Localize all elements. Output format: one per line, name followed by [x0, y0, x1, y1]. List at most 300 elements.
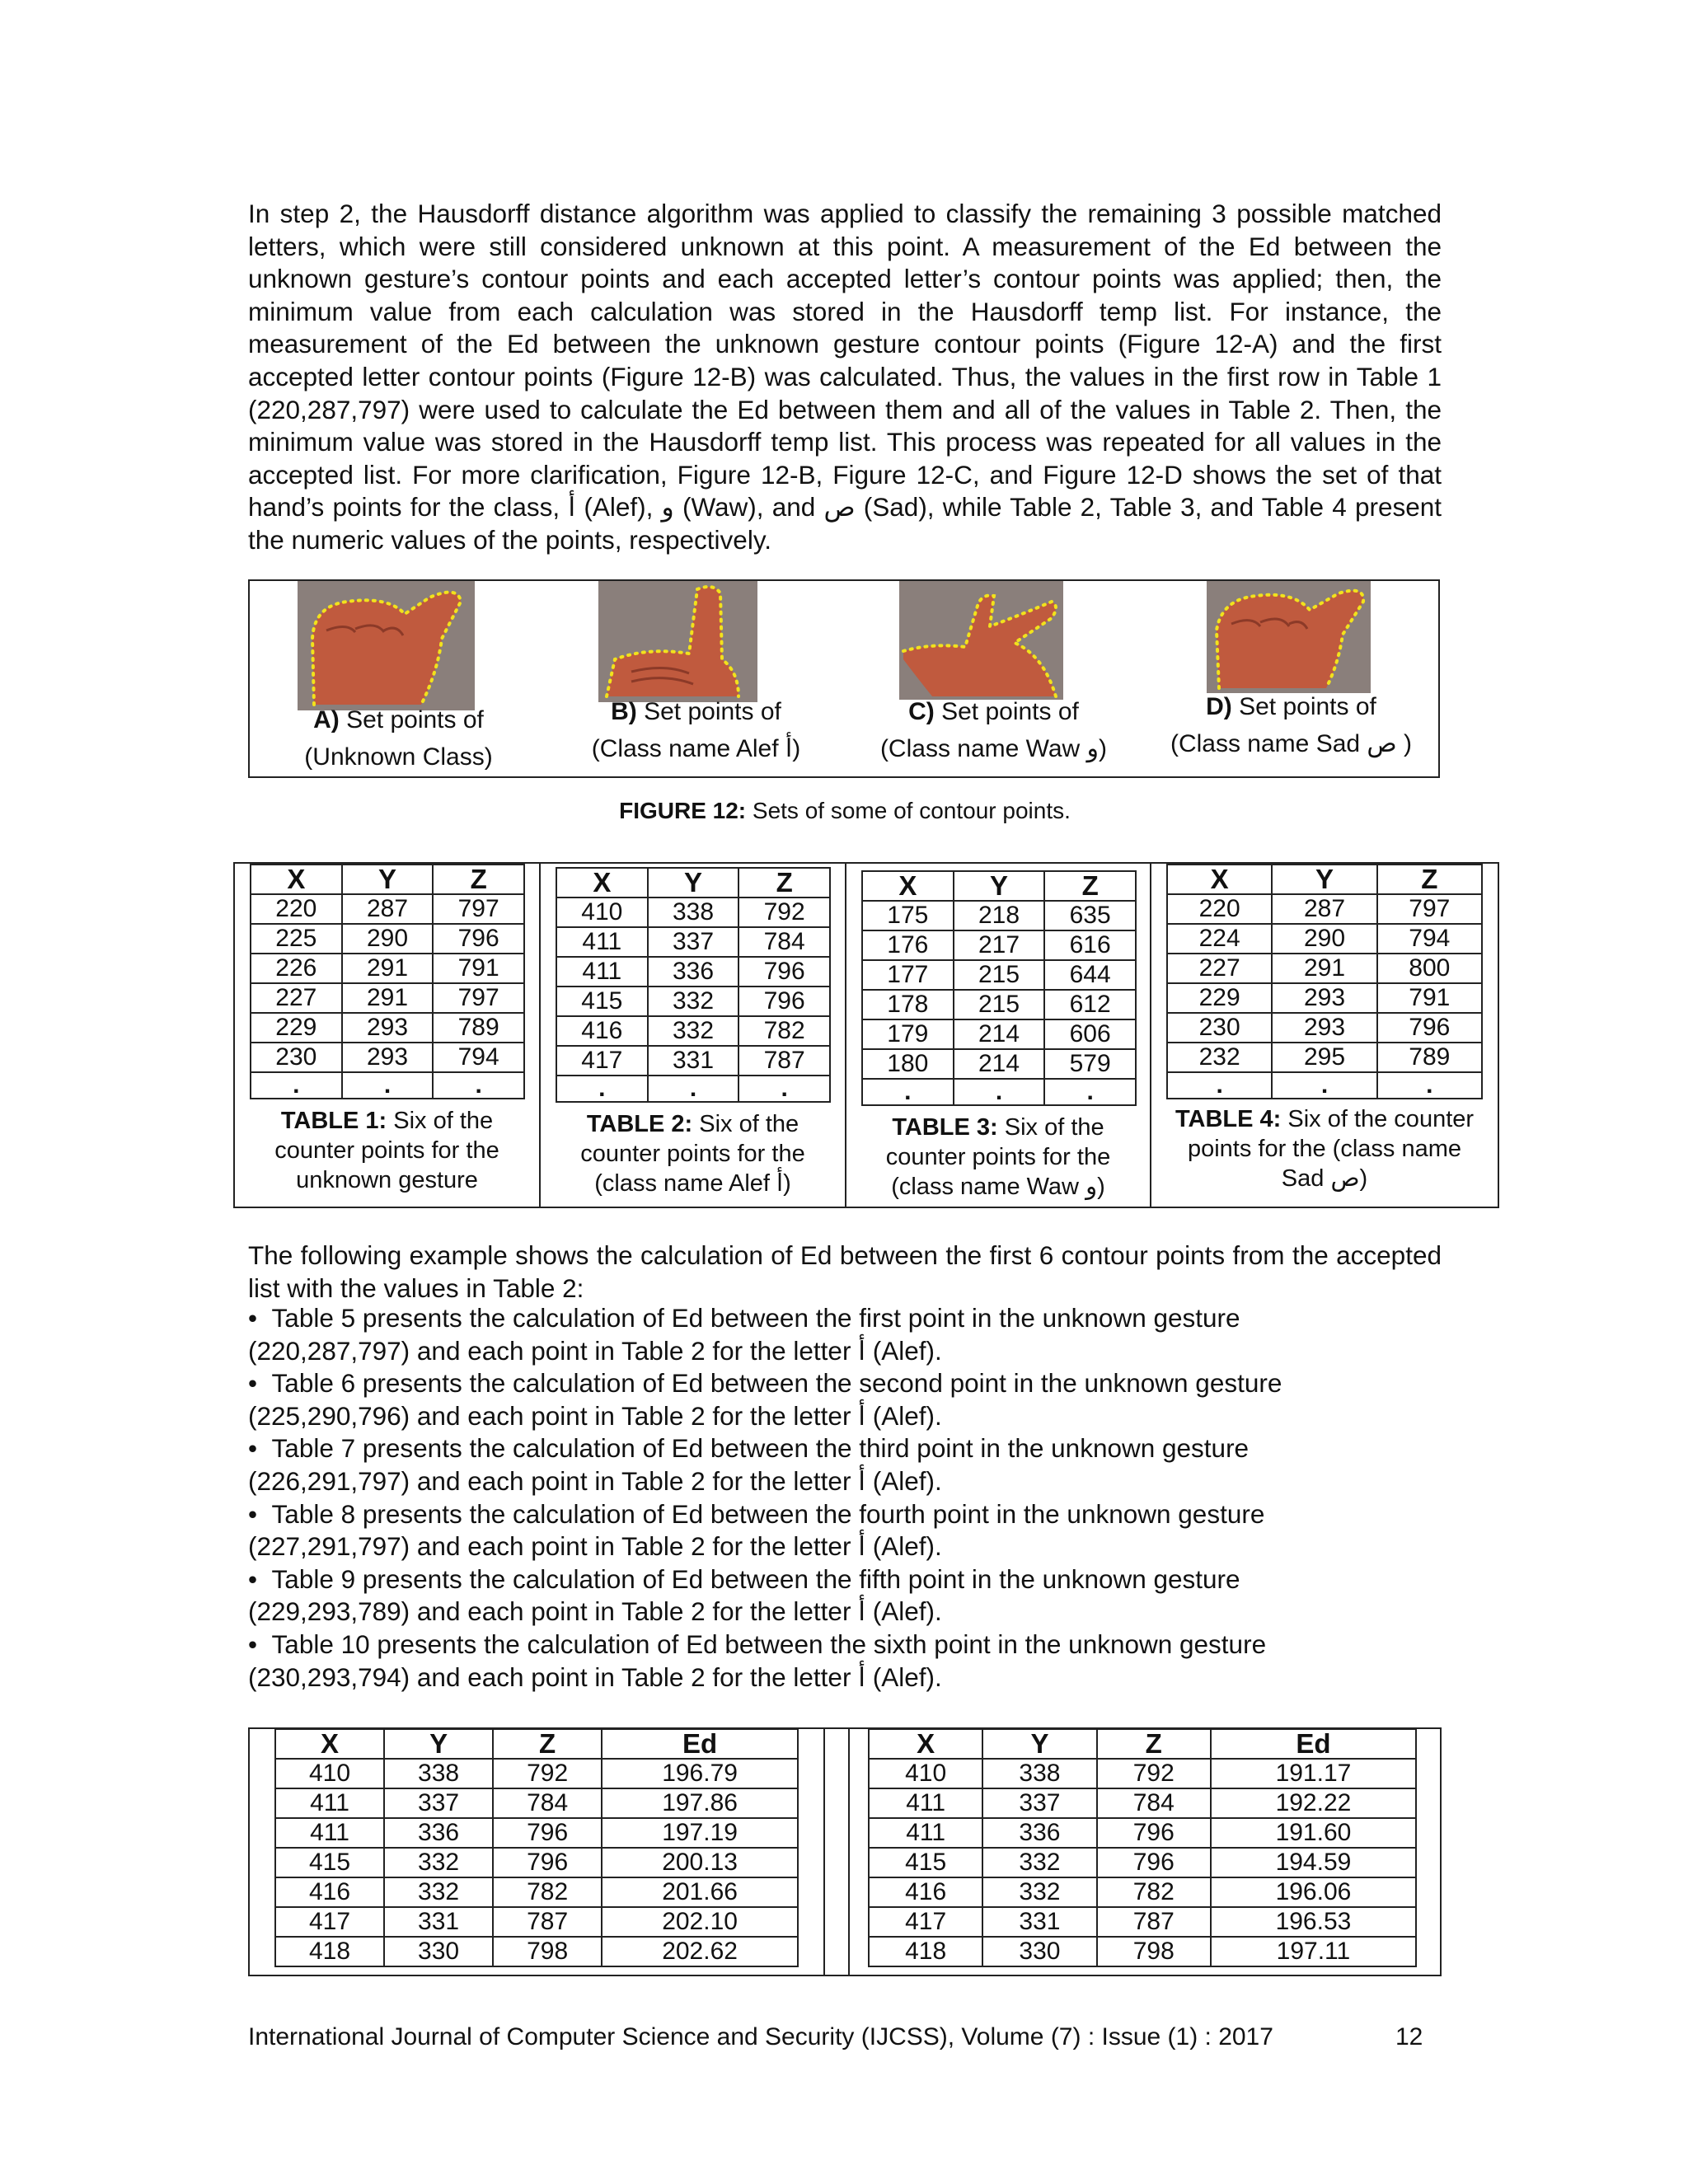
cell: 787 — [493, 1907, 602, 1937]
table-3-caption — [846, 1113, 1150, 1202]
list-item-text: Table 8 presents the calculation of Ed between the fourth point in the unknown gesture — [271, 1498, 1265, 1529]
panel-label-c: C) — [908, 698, 935, 725]
table-row — [1167, 1013, 1482, 1043]
cell: 337 — [384, 1788, 493, 1818]
cell: 230 — [251, 1043, 342, 1072]
figure-caption-b — [547, 693, 845, 767]
cell: 606 — [1044, 1019, 1136, 1049]
cell: 784 — [493, 1788, 602, 1818]
cell: 416 — [275, 1877, 384, 1907]
cell: . — [1167, 1072, 1272, 1099]
table-ellipsis-row — [556, 1076, 830, 1102]
cell: 293 — [1272, 983, 1376, 1013]
table-row — [275, 1907, 798, 1937]
col-y: Y — [648, 868, 739, 898]
table-1 — [250, 864, 525, 1099]
table-row — [275, 1759, 798, 1788]
list-item-text: (227,291,797) and each point in Table 2 for the letter أ (Alef). — [248, 1531, 942, 1562]
caption-label: TABLE 2: — [586, 1111, 693, 1137]
hand-image-c — [899, 581, 1063, 700]
caption-text: Six of the — [387, 1108, 494, 1134]
cell: 417 — [869, 1907, 982, 1937]
col-z: Z — [493, 1729, 602, 1759]
caption-text: counter points for the — [885, 1144, 1111, 1170]
col-z: Z — [1377, 865, 1482, 894]
figure-title-text: Sets of some of contour points. — [746, 798, 1071, 823]
cell: 337 — [982, 1788, 1096, 1818]
list-item-text: Table 9 presents the calculation of Ed between the fifth point in the unknown gesture — [271, 1563, 1240, 1594]
cell: 798 — [1097, 1937, 1211, 1966]
cell: 411 — [869, 1818, 982, 1848]
cell: . — [342, 1072, 434, 1099]
panel-text-b: Set points of — [636, 698, 781, 725]
example-paragraph — [248, 1240, 1442, 1305]
cell: 331 — [648, 1046, 739, 1076]
cell: 220 — [1167, 894, 1272, 924]
cell: 797 — [433, 983, 524, 1013]
cell: . — [556, 1076, 648, 1102]
cell: 336 — [982, 1818, 1096, 1848]
table-2-caption — [541, 1109, 845, 1198]
cell: 796 — [433, 924, 524, 954]
cell: 197.86 — [602, 1788, 798, 1818]
table-header-row — [862, 871, 1136, 901]
cell: 178 — [862, 990, 954, 1019]
table-row — [862, 990, 1136, 1019]
cell: 411 — [556, 957, 648, 987]
table-ellipsis-row — [251, 1072, 524, 1099]
table-2-block — [541, 864, 846, 1207]
cell: 417 — [556, 1046, 648, 1076]
cell: 291 — [342, 954, 434, 983]
cell: 787 — [738, 1046, 830, 1076]
ed-table-left-block — [250, 1729, 825, 1975]
caption-text: (class name Alef أ) — [594, 1170, 791, 1197]
panel-class-d: (Class name Sad ص ) — [1170, 730, 1413, 757]
cell: 227 — [251, 983, 342, 1013]
cell: 411 — [556, 927, 648, 957]
col-y: Y — [1272, 865, 1376, 894]
table-row — [556, 1016, 830, 1046]
table-header-row — [869, 1729, 1416, 1759]
cell: 416 — [869, 1877, 982, 1907]
cell: 230 — [1167, 1013, 1272, 1043]
cell: 796 — [1097, 1818, 1211, 1848]
table-row — [275, 1818, 798, 1848]
table-header-row — [556, 868, 830, 898]
cell: 177 — [862, 960, 954, 990]
figure-caption-c — [845, 693, 1142, 767]
table-4-block — [1151, 864, 1498, 1207]
table-4 — [1166, 864, 1483, 1099]
cell: 290 — [1272, 924, 1376, 954]
col-z: Z — [1044, 871, 1136, 901]
cell: 579 — [1044, 1049, 1136, 1079]
bullet-icon: • — [248, 1303, 272, 1333]
cell: 217 — [954, 930, 1045, 960]
cell: 787 — [1097, 1907, 1211, 1937]
col-z: Z — [738, 868, 830, 898]
table-row — [862, 930, 1136, 960]
list-item-text: (230,293,794) and each point in Table 2 for the letter أ (Alef). — [248, 1661, 942, 1692]
cell: 330 — [384, 1937, 493, 1966]
panel-class-a: (Unknown Class) — [304, 743, 493, 771]
table-row — [251, 1043, 524, 1072]
cell: 293 — [342, 1013, 434, 1043]
cell: 332 — [384, 1877, 493, 1907]
caption-label: TABLE 3: — [892, 1114, 998, 1141]
caption-label: TABLE 1: — [280, 1108, 387, 1134]
col-z: Z — [433, 865, 524, 894]
cell: 331 — [384, 1907, 493, 1937]
list-item — [248, 1563, 1442, 1629]
col-x: X — [275, 1729, 384, 1759]
panel-text-c: Set points of — [934, 698, 1079, 725]
panel-text-a: Set points of — [339, 706, 484, 733]
cell: . — [954, 1079, 1045, 1105]
cell: . — [433, 1072, 524, 1099]
cell: 789 — [1377, 1043, 1482, 1072]
col-y: Y — [954, 871, 1045, 901]
cell: 332 — [384, 1848, 493, 1877]
table-header-row — [251, 865, 524, 894]
cell: 791 — [1377, 983, 1482, 1013]
col-x: X — [556, 868, 648, 898]
table-1-block — [235, 864, 541, 1207]
figure-panel-c — [845, 581, 1142, 776]
cell: 791 — [433, 954, 524, 983]
table-1-caption — [235, 1106, 539, 1195]
table-row — [862, 901, 1136, 930]
table-row — [862, 1049, 1136, 1079]
cell: 794 — [1377, 924, 1482, 954]
hand-image-b — [598, 581, 757, 702]
cell: 418 — [869, 1937, 982, 1966]
table-3 — [861, 870, 1137, 1106]
table-row — [869, 1759, 1416, 1788]
cell: 227 — [1167, 954, 1272, 983]
cell: 796 — [493, 1848, 602, 1877]
cell: . — [1272, 1072, 1376, 1099]
table-row — [869, 1907, 1416, 1937]
list-item — [248, 1498, 1442, 1563]
figure-title-label: FIGURE 12: — [619, 798, 747, 823]
cell: 225 — [251, 924, 342, 954]
cell: 792 — [738, 898, 830, 927]
panel-text-d: Set points of — [1231, 693, 1376, 720]
cell: 336 — [648, 957, 739, 987]
journal-footer: International Journal of Computer Science and Security (IJCSS), Volume (7) : Issue (1) : 2017 — [248, 2023, 1273, 2050]
cell: 214 — [954, 1049, 1045, 1079]
table-3-block — [846, 864, 1151, 1207]
cell: 332 — [982, 1848, 1096, 1877]
cell: 287 — [1272, 894, 1376, 924]
figure-12 — [248, 579, 1440, 778]
cell: 191.17 — [1211, 1759, 1416, 1788]
figure-title — [248, 798, 1442, 824]
figure-panel-a — [250, 581, 547, 776]
cell: 293 — [1272, 1013, 1376, 1043]
cell: 336 — [384, 1818, 493, 1848]
table-row — [862, 1019, 1136, 1049]
hand-image-d — [1207, 581, 1371, 693]
table-row — [275, 1848, 798, 1877]
table-ellipsis-row — [862, 1079, 1136, 1105]
table-row — [275, 1877, 798, 1907]
cell: . — [862, 1079, 954, 1105]
cell: 797 — [433, 894, 524, 924]
bullet-icon: • — [248, 1629, 272, 1659]
cell: 224 — [1167, 924, 1272, 954]
cell: 331 — [982, 1907, 1096, 1937]
ed-table-left — [274, 1728, 799, 1967]
cell: 332 — [648, 987, 739, 1016]
cell: 410 — [275, 1759, 384, 1788]
cell: 196.06 — [1211, 1877, 1416, 1907]
cell: 338 — [982, 1759, 1096, 1788]
table-row — [1167, 954, 1482, 983]
col-y: Y — [384, 1729, 493, 1759]
cell: 232 — [1167, 1043, 1272, 1072]
cell: 179 — [862, 1019, 954, 1049]
table-row — [1167, 894, 1482, 924]
table-row — [251, 1013, 524, 1043]
table-row — [251, 924, 524, 954]
intro-paragraph-text: In step 2, the Hausdorff distance algorithm was applied to classify the remaining 3 possible matched letters, which were still considered unknown at this point. A measurement of the Ed between the unknown gesture’s contour points and each accepted letter’s contour points was applied; then, the minimum value from each calculation was stored in the Hausdorff temp list. For instance, the measurement of the Ed between the unknown gesture contour points (Figure 12-A) and the first accepted letter contour points (Figure 12-B) was calculated. Thus, the values in the first row in Table 1 (220,287,797) were used to calculate the Ed between them and all of the values in Table 2. Then, the minimum value was stored in the Hausdorff temp list. This process was repeated for all values in the accepted list. For more clarification, Figure 12-B, Figure 12-C, and Figure 12-D shows the set of that hand’s points for the class, أ (Alef), و (Waw), and ص (Sad), while Table 2, Table 3, and Table 4 present the numeric values of the points, respectively. — [248, 199, 1442, 555]
bullet-icon: • — [248, 1563, 272, 1594]
figure-caption-d — [1142, 688, 1440, 762]
col-y: Y — [342, 865, 434, 894]
list-item-text: Table 10 presents the calculation of Ed between the sixth point in the unknown gesture — [271, 1629, 1267, 1659]
cell: 612 — [1044, 990, 1136, 1019]
cell: 416 — [556, 1016, 648, 1046]
bullet-icon: • — [248, 1368, 272, 1399]
cell: 411 — [275, 1818, 384, 1848]
cell: 418 — [275, 1937, 384, 1966]
cell: 782 — [738, 1016, 830, 1046]
col-x: X — [251, 865, 342, 894]
cell: 338 — [384, 1759, 493, 1788]
list-item-text: Table 7 presents the calculation of Ed between the third point in the unknown gesture — [271, 1433, 1250, 1464]
col-x: X — [862, 871, 954, 901]
cell: 417 — [275, 1907, 384, 1937]
table-row — [869, 1818, 1416, 1848]
cell: 191.60 — [1211, 1818, 1416, 1848]
caption-text: unknown gesture — [296, 1167, 478, 1193]
figure-panel-d — [1142, 581, 1440, 776]
cell: 215 — [954, 990, 1045, 1019]
cell: 202.62 — [602, 1937, 798, 1966]
cell: 796 — [1097, 1848, 1211, 1877]
cell: 794 — [433, 1043, 524, 1072]
caption-label: TABLE 4: — [1175, 1106, 1282, 1132]
cell: 200.13 — [602, 1848, 798, 1877]
cell: 415 — [869, 1848, 982, 1877]
cell: 192.22 — [1211, 1788, 1416, 1818]
cell: 789 — [433, 1013, 524, 1043]
table-4-caption — [1151, 1104, 1498, 1193]
cell: 201.66 — [602, 1877, 798, 1907]
table-row — [556, 987, 830, 1016]
bullet-icon: • — [248, 1498, 272, 1529]
cell: 220 — [251, 894, 342, 924]
cell: 194.59 — [1211, 1848, 1416, 1877]
cell: 295 — [1272, 1043, 1376, 1072]
cell: 616 — [1044, 930, 1136, 960]
cell: 229 — [1167, 983, 1272, 1013]
cell: 215 — [954, 960, 1045, 990]
cell: 797 — [1377, 894, 1482, 924]
cell: 800 — [1377, 954, 1482, 983]
table-row — [869, 1877, 1416, 1907]
col-ed: Ed — [602, 1729, 798, 1759]
table-row — [1167, 924, 1482, 954]
cell: 410 — [556, 898, 648, 927]
cell: 332 — [982, 1877, 1096, 1907]
caption-text: Six of the — [997, 1114, 1104, 1141]
cell: 175 — [862, 901, 954, 930]
panel-label-d: D) — [1206, 693, 1232, 720]
table-ellipsis-row — [1167, 1072, 1482, 1099]
cell: 291 — [342, 983, 434, 1013]
table-row — [275, 1937, 798, 1966]
col-y: Y — [982, 1729, 1096, 1759]
cell: 176 — [862, 930, 954, 960]
panel-label-a: A) — [313, 706, 340, 733]
table-header-row — [1167, 865, 1482, 894]
cell: 782 — [493, 1877, 602, 1907]
cell: . — [648, 1076, 739, 1102]
cell: 338 — [648, 898, 739, 927]
list-item — [248, 1367, 1442, 1432]
cell: 411 — [275, 1788, 384, 1818]
table-header-row — [275, 1729, 798, 1759]
hand-image-a — [298, 581, 475, 710]
list-item — [248, 1432, 1442, 1497]
cell: 635 — [1044, 901, 1136, 930]
table-row — [869, 1848, 1416, 1877]
list-item-text: (225,290,796) and each point in Table 2 for the letter أ (Alef). — [248, 1400, 942, 1431]
table-row — [556, 1046, 830, 1076]
caption-text: points for the (class name — [1187, 1136, 1462, 1162]
col-ed: Ed — [1211, 1729, 1416, 1759]
list-item-text: Table 6 presents the calculation of Ed between the second point in the unknown gesture — [271, 1368, 1282, 1399]
cell: 202.10 — [602, 1907, 798, 1937]
cell: 290 — [342, 924, 434, 954]
cell: 784 — [738, 927, 830, 957]
table-row — [275, 1788, 798, 1818]
cell: 796 — [738, 987, 830, 1016]
table-row — [869, 1937, 1416, 1966]
example-paragraph-text: The following example shows the calculation of Ed between the first 6 contour points from the accepted list with the values in Table 2: — [248, 1240, 1442, 1303]
cell: 229 — [251, 1013, 342, 1043]
cell: 291 — [1272, 954, 1376, 983]
panel-class-c: (Class name Waw و) — [879, 735, 1108, 762]
cell: 196.53 — [1211, 1907, 1416, 1937]
cell: 218 — [954, 901, 1045, 930]
cell: 644 — [1044, 960, 1136, 990]
cell: . — [1044, 1079, 1136, 1105]
cell: 337 — [648, 927, 739, 957]
cell: 214 — [954, 1019, 1045, 1049]
cell: 293 — [342, 1043, 434, 1072]
cell: 415 — [556, 987, 648, 1016]
cell: 197.19 — [602, 1818, 798, 1848]
ed-table-right-block — [848, 1729, 1440, 1975]
cell: 180 — [862, 1049, 954, 1079]
cell: 792 — [1097, 1759, 1211, 1788]
col-z: Z — [1097, 1729, 1211, 1759]
list-item-text: Table 5 presents the calculation of Ed between the first point in the unknown gesture — [271, 1303, 1240, 1333]
table-row — [1167, 983, 1482, 1013]
bullet-list — [248, 1302, 1442, 1694]
cell: 410 — [869, 1759, 982, 1788]
cell: 196.79 — [602, 1759, 798, 1788]
list-item — [248, 1629, 1442, 1694]
cell: 796 — [1377, 1013, 1482, 1043]
cell: 796 — [738, 957, 830, 987]
list-item — [248, 1302, 1442, 1367]
panel-label-b: B) — [611, 698, 637, 725]
table-row — [556, 898, 830, 927]
cell: 782 — [1097, 1877, 1211, 1907]
table-row — [556, 957, 830, 987]
table-row — [1167, 1043, 1482, 1072]
table-row — [869, 1788, 1416, 1818]
point-tables — [233, 862, 1499, 1208]
cell: 798 — [493, 1937, 602, 1966]
list-item-text: (229,293,789) and each point in Table 2 for the letter أ (Alef). — [248, 1596, 942, 1627]
bullet-icon: • — [248, 1433, 272, 1464]
cell: 332 — [648, 1016, 739, 1046]
table-row — [862, 960, 1136, 990]
table-row — [251, 983, 524, 1013]
cell: 287 — [342, 894, 434, 924]
col-x: X — [1167, 865, 1272, 894]
cell: . — [251, 1072, 342, 1099]
cell: 792 — [493, 1759, 602, 1788]
cell: 330 — [982, 1937, 1096, 1966]
caption-text: (class name Waw و) — [891, 1174, 1105, 1200]
cell: . — [1377, 1072, 1482, 1099]
panel-class-b: (Class name Alef أ) — [591, 735, 801, 762]
table-2 — [556, 867, 831, 1103]
cell: 796 — [493, 1818, 602, 1848]
col-x: X — [869, 1729, 982, 1759]
intro-paragraph — [248, 198, 1442, 557]
caption-text: Six of the — [692, 1111, 799, 1137]
list-item-text: (226,291,797) and each point in Table 2 for the letter أ (Alef). — [248, 1465, 942, 1496]
ed-table-right — [868, 1728, 1417, 1967]
caption-text: counter points for the — [274, 1137, 499, 1164]
ed-tables — [248, 1727, 1442, 1976]
caption-text: Sad ص) — [1281, 1165, 1368, 1192]
cell: 784 — [1097, 1788, 1211, 1818]
page-number: 12 — [1395, 2023, 1423, 2050]
table-row — [556, 927, 830, 957]
cell: 226 — [251, 954, 342, 983]
caption-text: Six of the counter — [1281, 1106, 1475, 1132]
cell: 415 — [275, 1848, 384, 1877]
cell: 197.11 — [1211, 1937, 1416, 1966]
caption-text: counter points for the — [580, 1141, 805, 1167]
figure-caption-a — [250, 701, 547, 776]
list-item-text: (220,287,797) and each point in Table 2 for the letter أ (Alef). — [248, 1335, 942, 1366]
figure-panel-b — [547, 581, 845, 776]
cell: 411 — [869, 1788, 982, 1818]
cell: . — [738, 1076, 830, 1102]
table-row — [251, 954, 524, 983]
